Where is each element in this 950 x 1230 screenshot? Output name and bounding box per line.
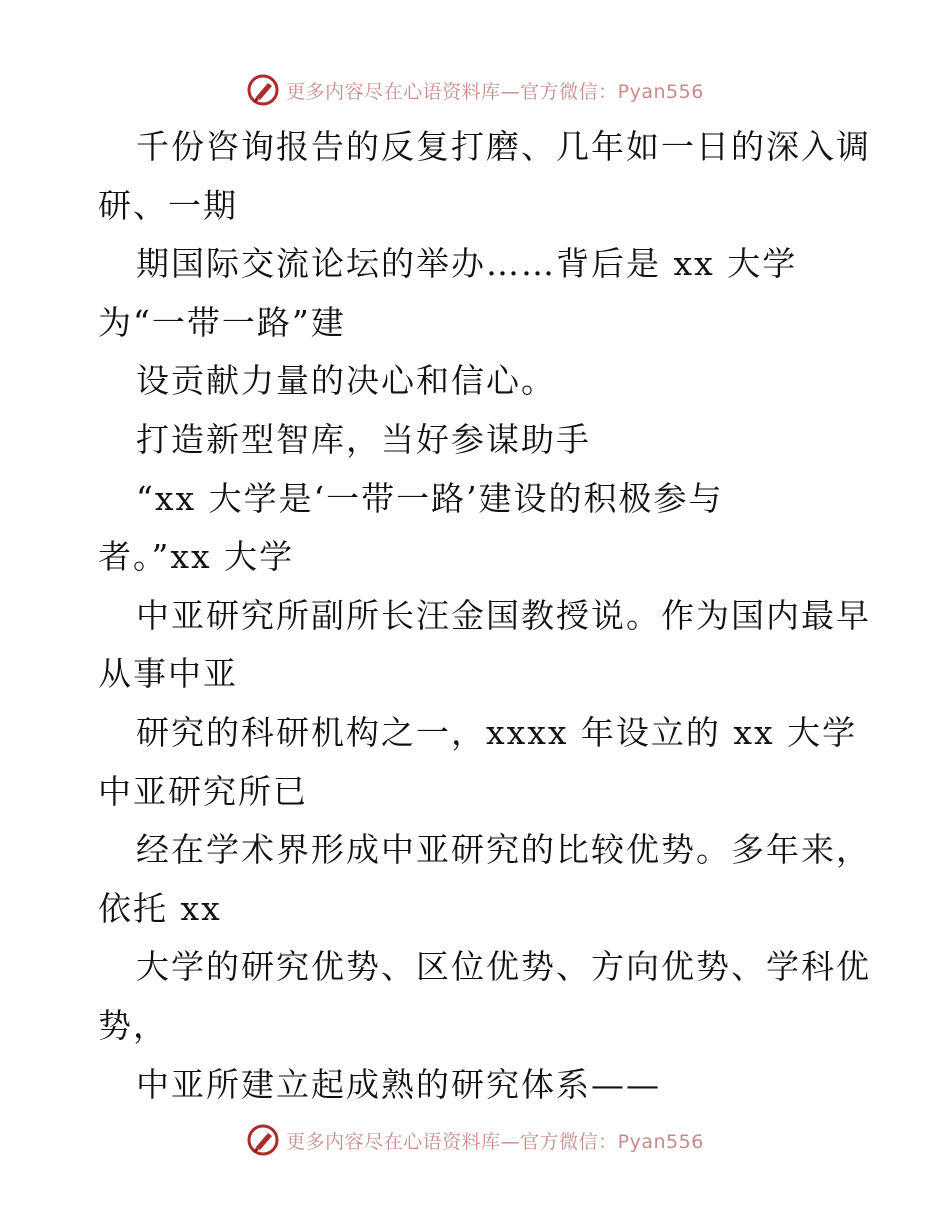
text-line: 势， — [98, 1005, 168, 1045]
text-line: “xx 大学是‘一带一路’建设的积极参与 — [136, 478, 724, 518]
text-line: 千份咨询报告的反复打磨、几年如一日的深入调 — [136, 127, 871, 166]
text-line: 设贡献力量的决心和信心。 — [136, 361, 556, 401]
footer-banner-text: 更多内容尽在心语资料库—官方微信：Pyan556 — [286, 1130, 704, 1153]
header-banner-text: 更多内容尽在心语资料库—官方微信：Pyan556 — [286, 80, 704, 103]
text-line: 中亚所建立起成熟的研究体系—— — [136, 1064, 661, 1104]
text-line: 为“一带一路”建 — [98, 302, 346, 342]
text-line: 期国际交流论坛的举办……背后是 xx 大学 — [136, 244, 798, 284]
text-line: 中亚研究所副所长汪金国教授说。作为国内最早 — [136, 595, 871, 635]
text-line: 打造新型智库，当好参谋助手 — [136, 419, 591, 459]
text-line: 从事中亚 — [98, 654, 238, 694]
pen-circle-logo-icon — [246, 1123, 280, 1157]
header-banner — [0, 70, 950, 110]
text-line: 研、一期 — [98, 185, 238, 225]
text-line: 研究的科研机构之一，xxxx 年设立的 xx 大学 — [136, 712, 858, 752]
text-line: 经在学术界形成中亚研究的比较优势。多年来， — [136, 830, 871, 870]
document-body — [98, 118, 871, 1114]
text-line: 依托 xx — [98, 888, 222, 928]
pen-circle-logo-icon — [246, 73, 280, 107]
text-line: 大学的研究优势、区位优势、方向优势、学科优 — [136, 947, 871, 987]
text-line: 者。”xx 大学 — [98, 537, 295, 577]
footer-banner — [0, 1120, 950, 1160]
text-line: 中亚研究所已 — [98, 771, 308, 811]
